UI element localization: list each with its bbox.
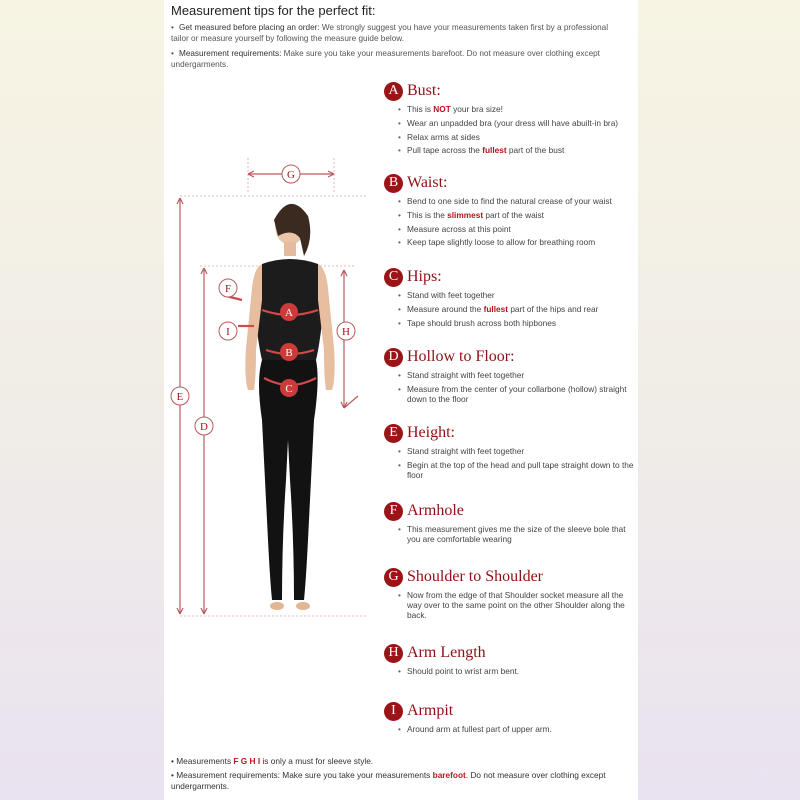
label-a-text: A [285,307,293,319]
section-f-letter-badge: F [384,502,403,521]
note-sleeve: • Measurements F G H I is only a must for sleeve style. [171,756,374,766]
section-a-title: Bust: [407,82,441,99]
section-d-title: Hollow to Floor: [407,348,515,365]
label-c-text: C [285,383,293,395]
section-b-header [384,172,634,194]
section-h-title: Arm Length [407,644,486,661]
list-item [398,666,634,676]
list-item-text: This measurement gives me the size of the sleeve bole that you are comfortable wearing [407,524,626,545]
list-item [398,210,634,220]
list-item [398,370,634,380]
section-i-title: Armpit [407,702,454,719]
section-b-list [384,196,634,248]
section-g-letter-badge: G [384,568,403,587]
section-h [384,642,634,680]
note-sleeve-pre: Measurements [176,756,234,766]
list-item [398,318,634,328]
label-e [171,387,189,405]
section-d-letter-badge: D [384,348,403,367]
section-g [384,566,634,624]
section-a-header [384,80,634,102]
section-f [384,500,634,548]
list-item [398,196,634,206]
section-c-title: Hips: [407,268,442,285]
label-d [195,417,213,435]
section-f-list [384,524,634,544]
section-a [384,80,634,159]
list-item-text: Tape should brush across both hipbones [407,317,556,328]
list-item-text: This is the [407,209,448,220]
label-i [219,322,237,340]
section-h-header [384,642,634,664]
note-requirements-pre: Measurement requirements: Make sure you take your measurements [176,770,433,780]
list-item-text: Measure across at this point [407,223,511,234]
list-item-text: Stand with feet together [407,290,495,300]
section-g-header [384,566,634,588]
section-b-title: Waist: [407,174,448,191]
list-item-text: Stand straight with feet together [407,446,525,456]
list-item [398,290,634,300]
model-silhouette [245,204,334,610]
list-item-text: Begin at the top of the head and pull tape straight down to the floor [407,459,634,480]
tip-requirements-text: Make sure you take your measurements barefoot. Do not measure over clothing except undergarments. [171,49,600,69]
section-f-title: Armhole [407,502,464,519]
list-item [398,384,634,404]
label-b [280,343,298,361]
list-item-text: Relax arms at sides [407,131,480,142]
list-item [398,724,634,734]
tip-get-measured: • Get measured before placing an order: We strongly suggest you have your measurements taken first by a professional tailor or measure yourself by following the measure guide below. [171,23,609,43]
list-item-text-end: part of the waist [483,209,544,220]
section-e-letter-badge: E [384,424,403,443]
section-e-header [384,422,634,444]
list-item-text: Bend to one side to find the natural crease of your waist [407,196,612,206]
tip-get-measured-lead: Get measured before placing an order: [179,23,320,32]
label-f-text: F [224,283,232,295]
label-c [280,379,298,397]
section-c-list [384,290,634,328]
section-e [384,422,634,484]
note-requirements-post: . Do not measure over clothing except undergarments. [171,770,606,791]
list-item-text-end: your bra size! [450,104,503,114]
label-g [282,165,300,183]
list-item [398,590,634,621]
note-requirements: • Measurement requirements: Make sure you take your measurements barefoot. Do not measure over clothing except undergarments. [171,770,606,791]
section-i-header [384,700,634,722]
tip-requirements-lead: Measurement requirements: [179,49,282,58]
label-a [280,303,298,321]
section-i [384,700,634,738]
list-item-text: Should point to wrist arm bent. [407,666,520,676]
section-d-list [384,370,634,404]
list-item-text: Keep tape slightly loose to allow for breathing room [407,237,596,248]
list-item-text: This is [407,104,434,114]
list-item-text: Stand straight with feet together [407,370,525,380]
section-h-letter-badge: H [384,644,403,663]
list-item [398,224,634,234]
label-e-text: E [176,391,184,403]
list-item [398,237,634,247]
list-item-text-end: part of the hips and rear [508,303,599,314]
list-item [398,104,634,114]
section-c [384,266,634,331]
list-item-text: Wear an unpadded bra (your dress will have abuilt-in bra) [407,117,619,128]
tips-title: Measurement tips for the perfect fit: [171,3,376,18]
section-g-list [384,590,634,621]
list-item-text: Pull tape across the [407,145,483,156]
note-sleeve-post: is only a must for sleeve style. [260,756,374,766]
list-item-text-end: part of the bust [506,145,565,156]
tip-get-measured-text: We strongly suggest you have your measurements taken first by a professional tailor or measure yourself by following the measure guide below. [171,23,609,43]
section-b-letter-badge: B [384,174,403,193]
label-h-text: H [342,326,350,338]
list-item [398,446,634,456]
list-item [398,145,634,155]
section-f-header [384,500,634,522]
section-a-letter-badge: A [384,82,403,101]
section-d-header [384,346,634,368]
list-item-text: Measure from the center of your collarbone (hollow) straight down to the floor [407,383,627,404]
note-requirements-barefoot: barefoot [432,770,466,780]
list-item [398,524,634,544]
tip-requirements: • Measurement requirements: Make sure you take your measurements barefoot. Do not measure over clothing except undergarments. [171,49,600,69]
list-item-text: Now from the edge of that Shoulder socket measure all the way over to the same point on the other Shoulder along the back. [407,590,625,621]
list-item [398,132,634,142]
section-h-list [384,666,634,676]
section-e-title: Height: [407,424,455,441]
section-i-list [384,724,634,734]
label-g-text: G [287,169,295,181]
body-measurement-figure [166,150,376,620]
label-b-text: B [285,347,293,359]
label-f [219,279,237,297]
list-item-highlight: fullest [482,145,507,156]
section-c-letter-badge: C [384,268,403,287]
list-item [398,460,634,480]
label-i-text: I [226,326,230,338]
label-d-text: D [200,421,208,433]
section-i-letter-badge: I [384,702,403,721]
list-item-highlight: fullest [483,303,509,314]
note-sleeve-letters: F G H I [233,756,261,766]
section-e-list [384,446,634,480]
list-item-highlight: NOT [433,104,451,114]
section-d [384,346,634,408]
section-g-title: Shoulder to Shoulder [407,568,543,585]
list-item-highlight: slimmest [447,209,484,220]
list-item-text: Around arm at fullest part of upper arm. [407,724,552,734]
section-b [384,172,634,251]
label-h [337,322,355,340]
section-c-header [384,266,634,288]
list-item [398,304,634,314]
list-item-text: Measure around the [407,303,484,314]
list-item [398,118,634,128]
section-a-list [384,104,634,156]
